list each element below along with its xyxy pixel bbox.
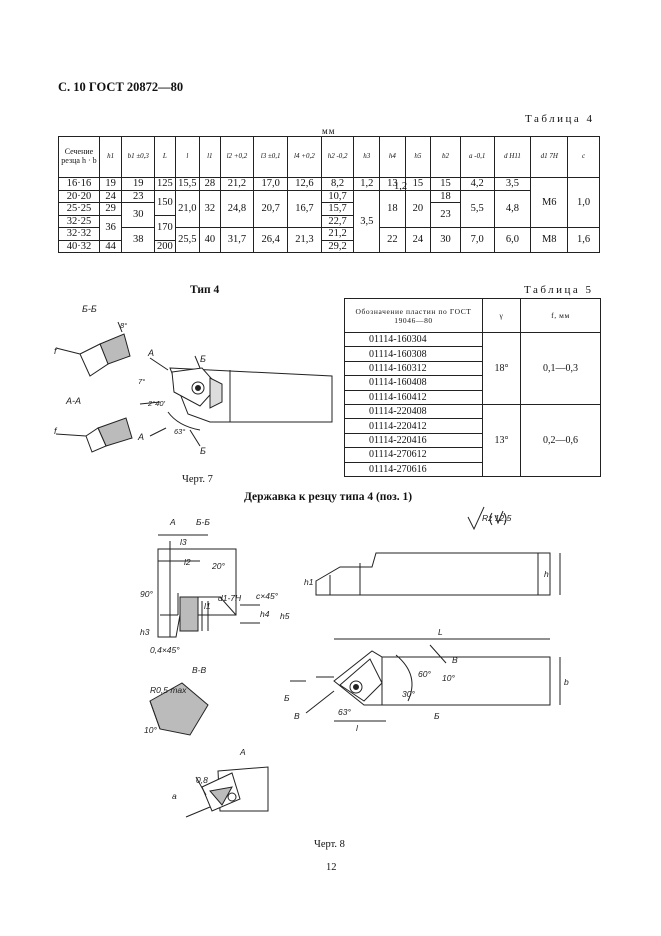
cell-l3: 17,0: [254, 178, 288, 191]
cell-code: 01114-160312: [345, 361, 483, 375]
table4: [58, 136, 600, 253]
col-header: f, мм: [521, 299, 601, 333]
label-a2: A: [138, 432, 145, 442]
label-vv: В-В: [192, 665, 207, 675]
label-roughness: Rz 12,5: [482, 513, 512, 523]
label-l2: l2: [184, 557, 191, 567]
cell-d1: М8: [531, 228, 568, 253]
label-deg63: 63°: [338, 707, 351, 717]
figure7-title: Тип 4: [190, 284, 220, 296]
cell-h4: 22: [380, 228, 406, 253]
cell-d: 6,0: [494, 228, 531, 253]
cell-h2: 15,7: [321, 203, 354, 216]
label-l3: l3: [180, 537, 187, 547]
label-b: b: [564, 677, 569, 687]
col-header: h5: [405, 137, 431, 178]
cell-section: 32·32: [59, 228, 100, 241]
cell-b1: 19: [122, 178, 155, 191]
cell-d1: М6: [531, 178, 568, 228]
cell-code: 01114-270612: [345, 448, 483, 462]
table-row: [59, 178, 600, 191]
cell-l: 15,5: [175, 178, 200, 191]
cell-a: 4,2: [460, 178, 494, 191]
cell-h4: 18: [380, 190, 406, 228]
label-L: L: [438, 627, 443, 637]
cell-h3-first: 1,2: [394, 181, 408, 192]
cell-b2: 23: [431, 203, 461, 228]
cell-code: 01114-220412: [345, 419, 483, 433]
cell-h5: 24: [405, 228, 431, 253]
cell-a: 5,5: [460, 190, 494, 228]
col-header: h1: [99, 137, 121, 178]
figure8-drawing: [120, 505, 570, 835]
cell-l1: 32: [200, 190, 220, 228]
col-header: γ: [483, 299, 521, 333]
col-header: h3: [354, 137, 380, 178]
cell-code: 01114-270616: [345, 462, 483, 476]
label-deg30: 30°: [402, 689, 415, 699]
cell-code: 01114-160308: [345, 347, 483, 361]
label-deg10b: 10°: [442, 673, 455, 683]
label-angle1: 2°40': [148, 399, 165, 408]
label-a: A: [170, 517, 176, 527]
col-header: l: [175, 137, 200, 178]
cell-f: 0,2—0,6: [521, 404, 601, 476]
cell-code: 01114-220416: [345, 433, 483, 447]
cell-h2: 21,2: [321, 228, 354, 241]
table5-caption: Таблица 5: [524, 284, 594, 296]
col-header: l4 +0,2: [288, 137, 322, 178]
col-header: Обозначение пластин по ГОСТ 19046—80: [345, 299, 483, 333]
label-b4: Б: [434, 711, 440, 721]
cell-d: 4,8: [494, 190, 531, 228]
cell-section: 40·32: [59, 240, 100, 253]
table-row: [345, 404, 601, 418]
label-bb: Б-Б: [82, 304, 97, 314]
col-header: l2 +0,2: [220, 137, 254, 178]
cell-f: 0,1—0,3: [521, 333, 601, 405]
label-r: R0,5 max: [150, 685, 187, 695]
label-l: l: [356, 723, 358, 733]
cell-l2: 21,2: [220, 178, 254, 191]
cell-section: 16·16: [59, 178, 100, 191]
col-header: l1: [200, 137, 220, 178]
cell-h5: 15: [405, 178, 431, 191]
cell-h3: 1,2: [354, 178, 380, 191]
cell-h2: 22,7: [321, 215, 354, 228]
figure7-drawing: [50, 296, 350, 466]
cell-h1: 24: [99, 190, 121, 203]
cell-section: 25·25: [59, 203, 100, 216]
table4-caption: Таблица 4: [525, 113, 595, 125]
figure8-title: Державка к резцу типа 4 (поз. 1): [244, 491, 413, 503]
label-l1: l1: [204, 601, 211, 611]
cell-gamma: 18°: [483, 333, 521, 405]
label-angle2: 63°: [174, 427, 186, 436]
label-angle4: 7°: [138, 377, 146, 386]
cell-L: 150: [155, 190, 175, 215]
cell-L: 170: [155, 215, 175, 240]
figure8-caption: Черт. 8: [314, 839, 345, 850]
cell-l3: 26,4: [254, 228, 288, 253]
cell-h1: 19: [99, 178, 121, 191]
label-deg10: 10°: [144, 725, 157, 735]
label-h5: h5: [280, 611, 290, 621]
label-h3: h3: [140, 627, 150, 637]
cell-a: 7,0: [460, 228, 494, 253]
table4-header-row: [59, 137, 600, 178]
label-c45: c×45°: [256, 591, 279, 601]
label-b3: Б: [284, 693, 290, 703]
cell-l1: 28: [200, 178, 220, 191]
label-b1: Б: [200, 354, 206, 364]
label-a1: A: [148, 348, 155, 358]
figure7-caption: Черт. 7: [182, 474, 213, 485]
table5: [344, 298, 601, 477]
cell-b2: 18: [431, 190, 461, 203]
cell-l: 21,0: [175, 190, 200, 228]
label-h4: h4: [260, 609, 270, 619]
col-header: d H11: [494, 137, 531, 178]
cell-l4: 12,6: [288, 178, 322, 191]
cell-section: 20·20: [59, 190, 100, 203]
cell-code: 01114-160304: [345, 333, 483, 347]
cell-b1: 23: [122, 190, 155, 203]
table4-unit: мм: [322, 126, 336, 136]
cell-l1: 40: [200, 228, 220, 253]
label-v2: В: [294, 711, 300, 721]
col-header: h2 -0,2: [321, 137, 354, 178]
cell-h4: 13: [380, 178, 406, 191]
col-header: b1 ±0,3: [122, 137, 155, 178]
col-header: l3 ±0,1: [254, 137, 288, 178]
col-header: c: [568, 137, 600, 178]
cell-h5: 20: [405, 190, 431, 228]
cell-code: 01114-220408: [345, 404, 483, 418]
col-header: a -0,1: [460, 137, 494, 178]
cell-l4: 16,7: [288, 190, 322, 228]
label-a4: 0,8: [196, 775, 208, 785]
cell-h3: 3,5: [354, 190, 380, 253]
cell-b1: 30: [122, 203, 155, 228]
cell-code: 01114-160408: [345, 376, 483, 390]
cell-L: 125: [155, 178, 175, 191]
cell-code: 01114-160412: [345, 390, 483, 404]
label-angle3: 8°: [120, 321, 128, 330]
label-h: h: [544, 569, 549, 579]
page-number: 12: [326, 862, 337, 873]
label-f1: f: [54, 346, 57, 356]
cell-b2: 15: [431, 178, 461, 191]
col-header: b2: [431, 137, 461, 178]
table-row: [59, 228, 600, 241]
col-header: Сечение резца h · b: [59, 137, 100, 178]
label-d1: d1-7H: [218, 593, 242, 603]
cell-h2: 8,2: [321, 178, 354, 191]
label-deg90: 90°: [140, 589, 153, 599]
cell-c: 1,6: [568, 228, 600, 253]
label-chamfer: 0,4×45°: [150, 645, 180, 655]
label-bb: Б-Б: [196, 517, 210, 527]
cell-b1: 38: [122, 228, 155, 253]
cell-l3: 20,7: [254, 190, 288, 228]
col-header: h4: [380, 137, 406, 178]
col-header: d1 7H: [531, 137, 568, 178]
cell-d: 3,5: [494, 178, 531, 191]
label-h1: h1: [304, 577, 314, 587]
label-a2: A: [240, 747, 246, 757]
cell-c: 1,0: [568, 178, 600, 228]
cell-L: 200: [155, 240, 175, 253]
label-a3: a: [172, 791, 177, 801]
table-row: [345, 333, 601, 347]
label-deg60: 60°: [418, 669, 431, 679]
cell-h1: 36: [99, 215, 121, 240]
cell-h1: 44: [99, 240, 121, 253]
label-b2: Б: [200, 446, 206, 456]
cell-gamma: 13°: [483, 404, 521, 476]
cell-h2: 10,7: [321, 190, 354, 203]
cell-b2: 30: [431, 228, 461, 253]
cell-l: 25,5: [175, 228, 200, 253]
cell-l2: 24,8: [220, 190, 254, 228]
table-row: [59, 190, 600, 203]
cell-l4: 21,3: [288, 228, 322, 253]
col-header: L: [155, 137, 175, 178]
cell-h2: 29,2: [321, 240, 354, 253]
label-v1: В: [452, 655, 458, 665]
cell-l2: 31,7: [220, 228, 254, 253]
cell-section: 32·25: [59, 215, 100, 228]
label-aa: A-A: [66, 396, 82, 406]
cell-h1: 29: [99, 203, 121, 216]
label-deg20: 20°: [212, 561, 225, 571]
label-f2: f: [54, 426, 57, 436]
page-header: С. 10 ГОСТ 20872—80: [58, 80, 184, 94]
table5-header-row: [345, 299, 601, 333]
